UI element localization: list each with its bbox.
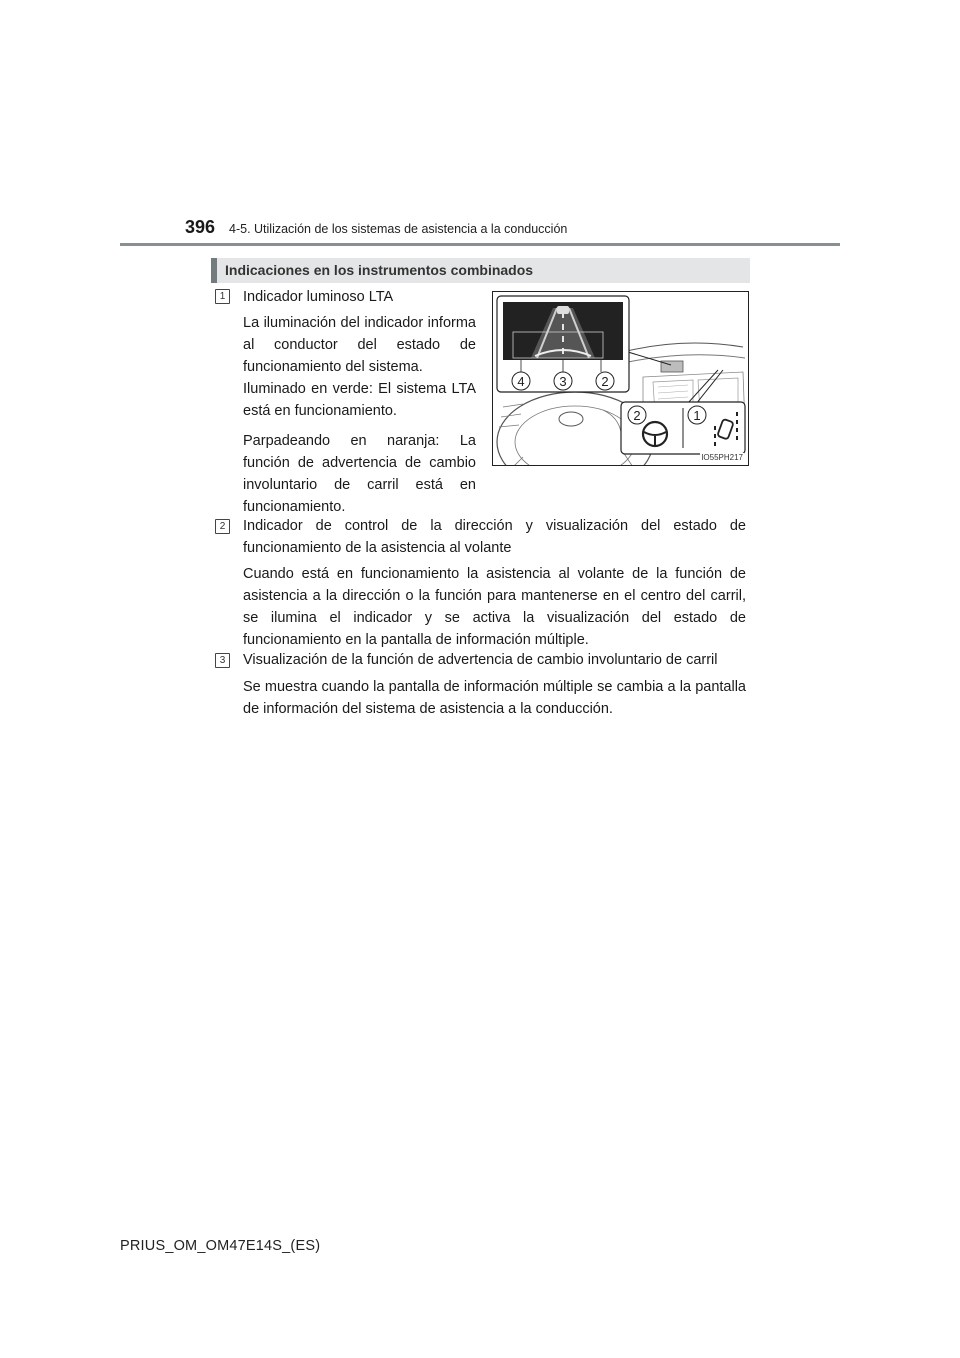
item-number-1: 1: [215, 289, 230, 304]
document-id: PRIUS_OM_OM47E14S_(ES): [120, 1238, 321, 1254]
item-1-title: Indicador luminoso LTA: [243, 289, 394, 305]
callout-3: 3: [559, 374, 567, 389]
item-3-title: Visualización de la función de advertencia de cambio involuntario de carril: [243, 652, 718, 668]
chapter-title: 4-5. Utilización de los sistemas de asistencia a la conducción: [229, 222, 568, 236]
section-heading: [211, 258, 750, 283]
page-number: 396: [185, 217, 216, 237]
instrument-cluster-illustration: [493, 292, 749, 466]
callout-2-indicator: 2: [633, 408, 641, 423]
item-number-2: 2: [215, 519, 230, 534]
item-number-3: 3: [215, 653, 230, 668]
item-1-paragraph-1: La iluminación del indicador informa al conductor del estado de funcionamiento del sistema.: [243, 315, 476, 375]
section-heading-bar: [211, 258, 217, 283]
item-3-paragraph-1: Se muestra cuando la pantalla de información múltiple se cambia a la pantalla de información del sistema de asistencia a la conducción.: [243, 679, 746, 717]
item-2-title: Indicador de control de la dirección y visualización del estado de funcionamiento de la asistencia al volante: [243, 518, 746, 556]
callout-2: 2: [601, 374, 609, 389]
item-1-paragraph-2: Iluminado en verde: El sistema LTA está en funcionamiento.: [243, 381, 476, 419]
callout-1: 1: [693, 408, 701, 423]
figure-code: IO55PH217: [701, 453, 743, 462]
callout-4: 4: [517, 374, 525, 389]
item-2-paragraph-1: Cuando está en funcionamiento la asistencia al volante de la función de asistencia a la dirección o la función para mantenerse en el centro del carril, se ilumina el indicador y se activa la visualización del estado de funcionamiento en la pantalla de información múltiple.: [243, 566, 746, 648]
item-1-paragraph-3: Parpadeando en naranja: La función de advertencia de cambio involuntario de carril está en funcionamiento.: [243, 433, 476, 515]
section-title: Indicaciones en los instrumentos combinados: [225, 262, 534, 278]
instrument-cluster-figure: [492, 291, 749, 466]
header-rule: [120, 243, 840, 246]
